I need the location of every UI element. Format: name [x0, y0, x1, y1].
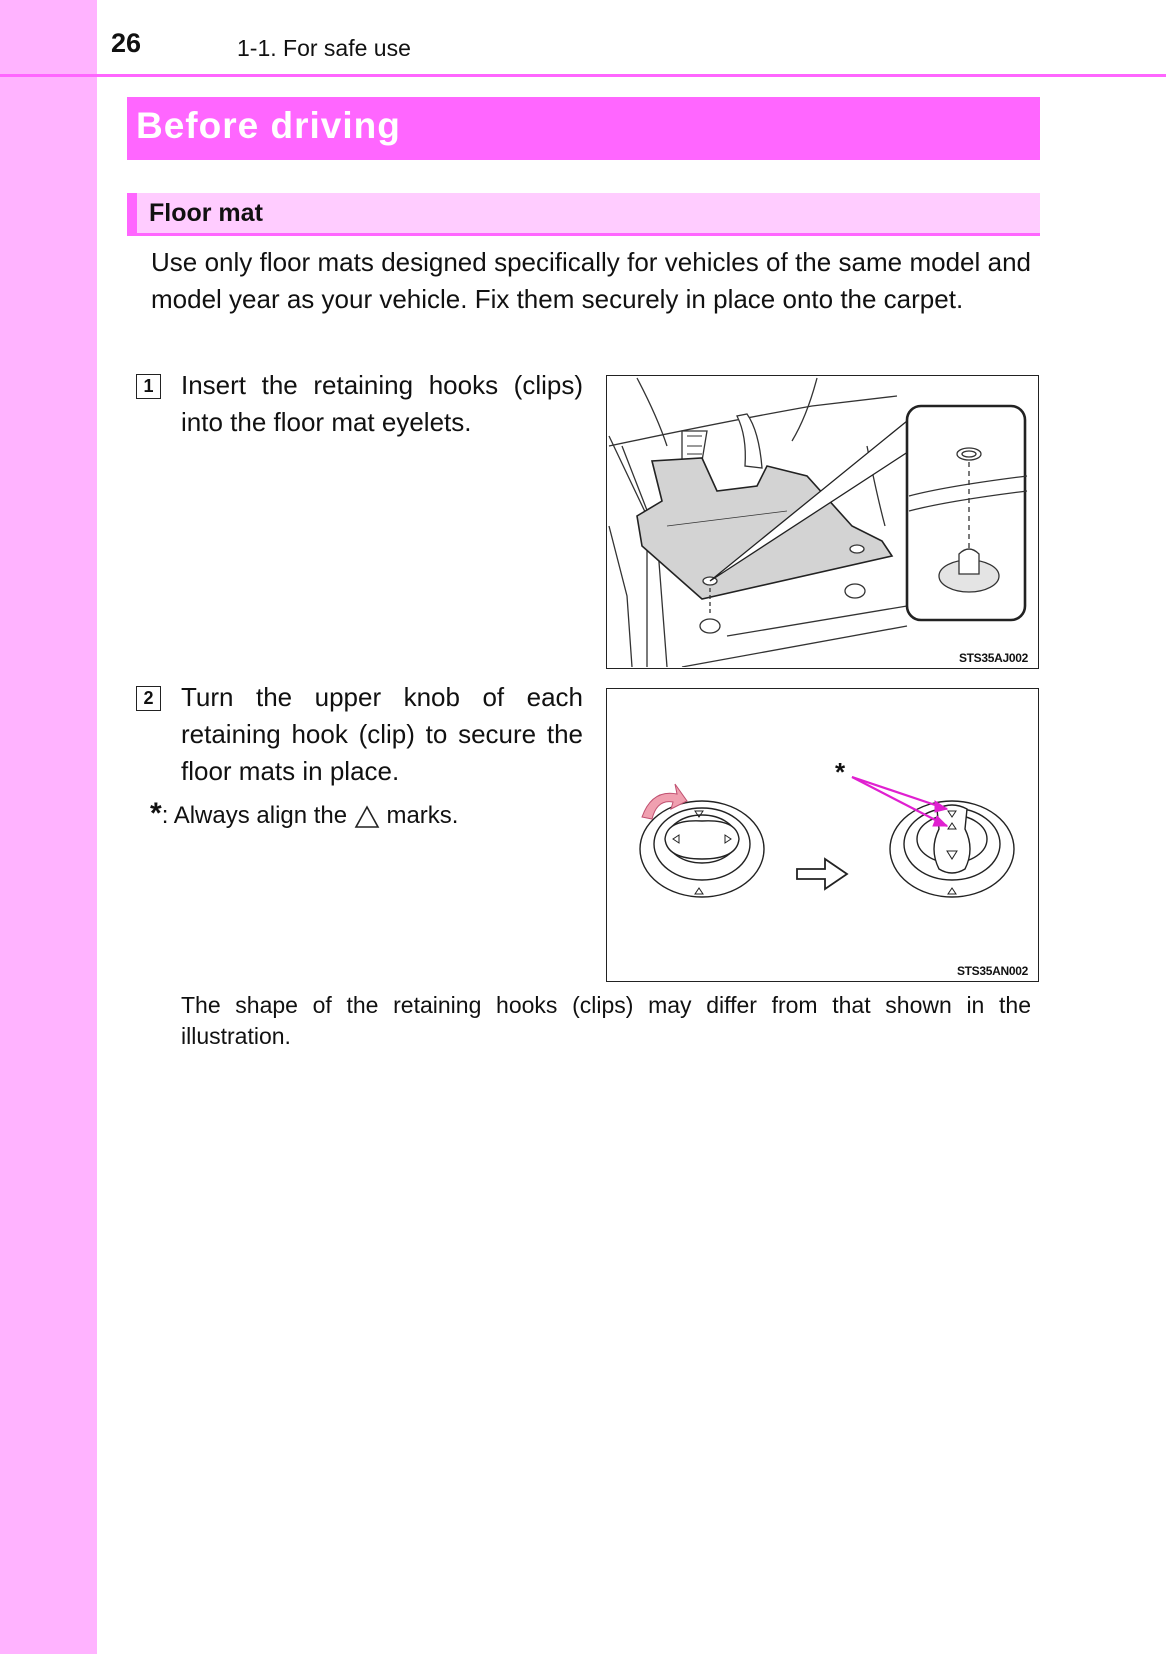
page-title: Before driving [136, 105, 401, 146]
figure-2-code: STS35AN002 [956, 964, 1028, 978]
step-2-text: Turn the upper knob of each retaining hook (clip) to secure the floor mats in place. [181, 682, 583, 786]
header-rule [0, 74, 1166, 77]
figure-1-code: STS35AJ002 [958, 651, 1028, 665]
triangle-mark-icon [354, 805, 380, 829]
section-path: 1-1. For safe use [237, 35, 411, 61]
subsection-bar [127, 193, 1040, 236]
note-asterisk: * [150, 797, 162, 830]
note-suffix: marks. [386, 802, 459, 829]
subsection-title: Floor mat [149, 199, 263, 227]
step-1-badge: 1 [136, 374, 161, 399]
floor-mat-illustration [606, 375, 1039, 669]
note-prefix: : Always align the [161, 802, 348, 829]
footnote: The shape of the retaining hooks (clips) may differ from that shown in the illustration. [181, 992, 1031, 1049]
intro-paragraph: Use only floor mats designed specifically for vehicles of the same model and model year as your vehicle. Fix them securely in place onto the carpet. [151, 247, 1031, 314]
hook-rotation-illustration [606, 688, 1039, 982]
floor-mat-drawing [607, 376, 1037, 667]
hook-rotation-drawing [607, 689, 1037, 980]
alignment-note [150, 797, 458, 831]
step-2-badge: 2 [136, 686, 161, 711]
figure-2-callout: * [835, 757, 846, 787]
page-number: 26 [111, 28, 142, 58]
step-1-text: Insert the retaining hooks (clips) into the floor mat eyelets. [181, 370, 583, 437]
side-band [0, 0, 97, 1654]
title-bar [127, 97, 1040, 160]
